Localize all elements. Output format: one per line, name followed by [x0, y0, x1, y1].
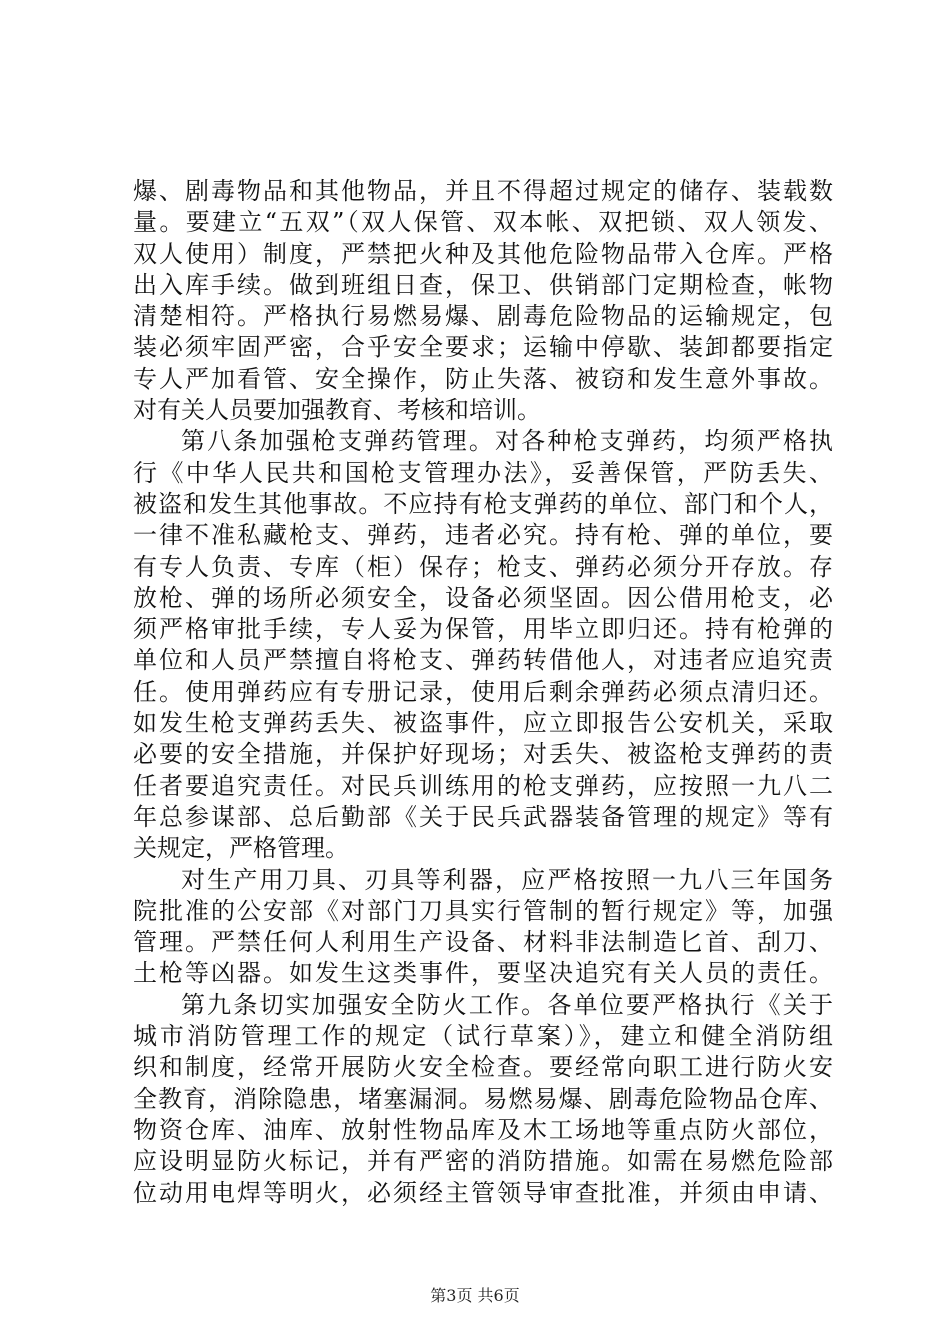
text-line: 任。使用弹药应有专册记录，使用后剩余弹药必须点清归还。: [133, 677, 833, 706]
text-line: 全教育，消除隐患，堵塞漏洞。易燃易爆、剧毒危险物品仓库、: [133, 1084, 833, 1113]
text-line: 量。要建立“五双”（双人保管、双本帐、双把锁、双人领发、: [133, 208, 833, 237]
text-line: 对有关人员要加强教育、考核和培训。: [133, 396, 541, 425]
text-line: 放枪、弹的场所必须安全，设备必须坚固。因公借用枪支，必: [133, 583, 833, 612]
text-line: 如发生枪支弹药丢失、被盗事件，应立即报告公安机关，采取: [133, 709, 833, 738]
text-line: 任者要追究责任。对民兵训练用的枪支弹药，应按照一九八二: [133, 771, 833, 800]
text-line: 城市消防管理工作的规定（试行草案）》，建立和健全消防组: [133, 1022, 833, 1051]
text-line: 清楚相符。严格执行易燃易爆、剧毒危险物品的运输规定，包: [133, 302, 833, 331]
text-line: 关规定，严格管理。: [133, 834, 349, 863]
text-line: 第八条加强枪支弹药管理。对各种枪支弹药，均须严格执: [181, 427, 833, 456]
text-line: 须严格审批手续，专人妥为保管，用毕立即归还。持有枪弹的: [133, 615, 833, 644]
text-line: 必要的安全措施，并保护好现场；对丢失、被盗枪支弹药的责: [133, 740, 833, 769]
text-line: 第九条切实加强安全防火工作。各单位要严格执行《关于: [181, 990, 833, 1019]
text-line: 装必须牢固严密，合乎安全要求；运输中停歇、装卸都要指定: [133, 333, 833, 362]
text-line: 爆、剧毒物品和其他物品，并且不得超过规定的储存、装载数: [133, 177, 833, 205]
text-line: 被盗和发生其他事故。不应持有枪支弹药的单位、部门和个人，: [133, 489, 833, 518]
text-line: 出入库手续。做到班组日查，保卫、供销部门定期检查，帐物: [133, 270, 833, 299]
text-line: 行《中华人民共和国枪支管理办法》，妥善保管，严防丢失、: [133, 458, 833, 487]
text-line: 有专人负责、专库（柜）保存；枪支、弹药必须分开存放。存: [133, 552, 833, 581]
text-line: 年总参谋部、总后勤部《关于民兵武器装备管理的规定》等有: [133, 802, 833, 831]
text-line: 一律不准私藏枪支、弹药，违者必究。持有枪、弹的单位，要: [133, 521, 833, 550]
text-line: 位动用电焊等明火，必须经主管领导审查批准，并须由申请、: [133, 1178, 833, 1207]
text-line: 双人使用）制度，严禁把火种及其他危险物品带入仓库。严格: [133, 239, 833, 268]
text-line: 单位和人员严禁擅自将枪支、弹药转借他人，对违者应追究责: [133, 646, 833, 675]
text-line: 院批准的公安部《对部门刀具实行管制的暂行规定》等，加强: [133, 896, 833, 925]
document-body: [133, 176, 833, 1209]
text-line: 专人严加看管、安全操作，防止失落、被窃和发生意外事故。: [133, 364, 833, 393]
page-footer: 第3页 共6页: [430, 1286, 520, 1305]
text-line: 土枪等凶器。如发生这类事件，要坚决追究有关人员的责任。: [133, 959, 833, 988]
text-line: 物资仓库、油库、放射性物品库及木工场地等重点防火部位，: [133, 1115, 833, 1144]
text-line: 对生产用刀具、刃具等利器，应严格按照一九八三年国务: [181, 865, 833, 894]
text-line: 织和制度，经常开展防火安全检查。要经常向职工进行防火安: [133, 1053, 833, 1082]
text-line: 管理。严禁任何人利用生产设备、材料非法制造匕首、刮刀、: [133, 928, 833, 957]
text-line: 应设明显防火标记，并有严密的消防措施。如需在易燃危险部: [133, 1147, 833, 1176]
